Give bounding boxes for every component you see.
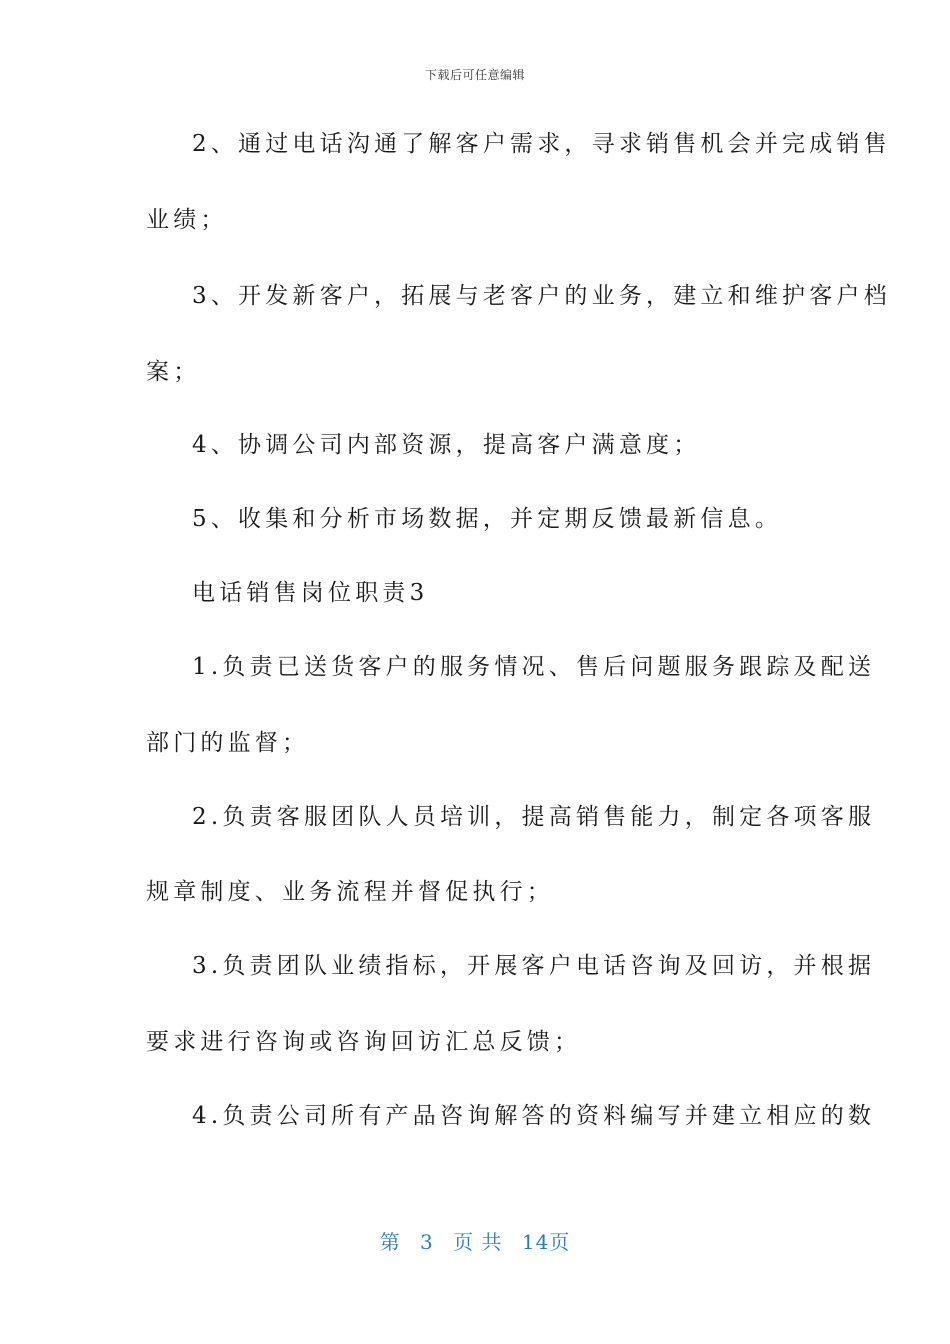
paragraph-line: 部门的监督； [146,730,310,756]
section-heading: 电话销售岗位职责3 [192,580,429,606]
total-pages-number: 14 [521,1230,550,1254]
current-page-number: 3 [420,1230,434,1254]
paragraph-line: 规章制度、业务流程并督促执行； [146,879,554,905]
paragraph-line: 要求进行咨询或咨询回访汇总反馈； [146,1029,582,1055]
paragraph-line: 4、协调公司内部资源，提高客户满意度； [192,432,701,458]
paragraph-line: 5、收集和分析市场数据，并定期反馈最新信息。 [192,506,783,532]
page-header: 下载后可任意编辑 [424,68,525,82]
footer-suffix: 页 [549,1230,571,1254]
paragraph-line: 2.负责客服团队人员培训，提高销售能力，制定各项客服 [192,804,876,830]
paragraph-line: 3.负责团队业绩指标，开展客户电话咨询及回访，并根据 [192,953,876,979]
footer-prefix: 第 [379,1230,401,1254]
paragraph-line: 1.负责已送货客户的服务情况、售后问题服务跟踪及配送 [192,654,876,680]
paragraph-line: 案； [146,359,201,385]
paragraph-line: 2、通过电话沟通了解客户需求，寻求销售机会并完成销售 [192,131,891,157]
page-number-footer [0,1226,950,1255]
footer-middle: 页 共 [453,1230,503,1254]
paragraph-line: 4.负责公司所有产品咨询解答的资料编写并建立相应的数 [192,1103,876,1129]
paragraph-line: 3、开发新客户，拓展与老客户的业务，建立和维护客户档 [192,283,891,309]
paragraph-line: 业绩； [146,207,228,233]
